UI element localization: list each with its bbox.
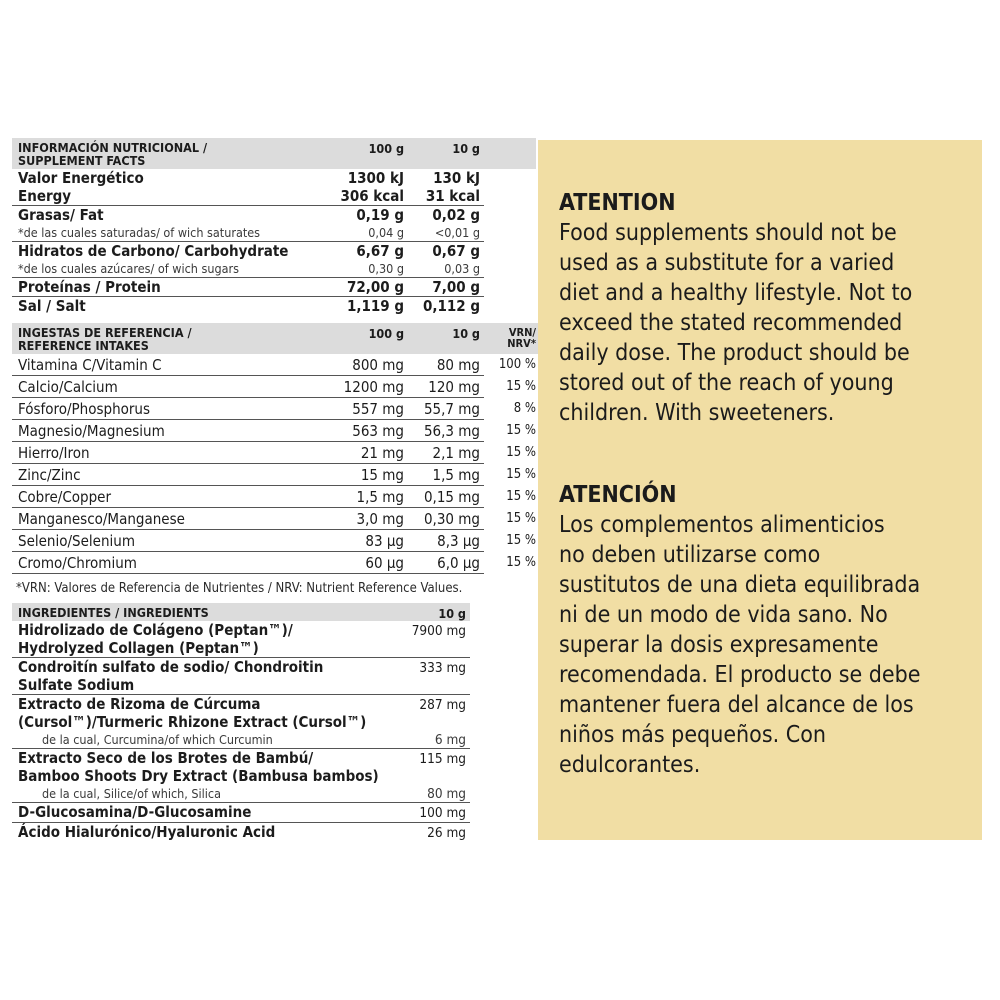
value-10g: 80 mg <box>408 354 484 376</box>
value-100g: 1,5 mg <box>306 486 408 508</box>
ingredient-amount: 26 mg <box>427 825 466 841</box>
ingredient-name <box>12 823 378 843</box>
row-label: Magnesio/Magnesium <box>12 420 306 442</box>
value-100g: 1200 mg <box>306 376 408 398</box>
value-vrn: 15 % <box>506 445 536 460</box>
ingredient-name <box>12 695 378 732</box>
value-vrn: 15 % <box>506 423 536 438</box>
ingredient-line: Condroitín sulfato de sodio/ Chondroitin <box>18 658 324 676</box>
value-10g: 2,1 mg <box>408 442 484 464</box>
ingredient-line: Extracto de Rizoma de Cúrcuma <box>18 695 261 713</box>
row-label: Sal / Salt <box>18 297 86 315</box>
attention-title: ATENCIÓN <box>559 482 677 508</box>
reference-row <box>12 508 540 530</box>
ingredient-amount: 7900 mg <box>378 621 470 658</box>
ingredient-row <box>12 621 470 658</box>
col-vrn <box>484 323 540 354</box>
value-vrn: 15 % <box>506 379 536 394</box>
nutrition-header <box>12 138 306 169</box>
ingredient-row <box>12 658 470 695</box>
ingredients-table <box>12 603 470 842</box>
row-label: Vitamina C/Vitamin C <box>12 354 306 376</box>
value-10g: 55,7 mg <box>408 398 484 420</box>
value-10g: 0,15 mg <box>408 486 484 508</box>
value-vrn: 100 % <box>498 357 536 373</box>
value-vrn: 15 % <box>506 555 536 570</box>
value-100g: 0,19 g <box>356 206 404 224</box>
ingredients-header: INGREDIENTES / INGREDIENTS <box>12 603 378 621</box>
attention-line: Los complementos alimenticios <box>559 512 885 538</box>
value-100g: 60 µg <box>306 552 408 574</box>
reference-header-row <box>12 323 540 354</box>
value-vrn: 15 % <box>506 511 536 526</box>
row-label: Calcio/Calcium <box>12 376 306 398</box>
ingredient-amount: 333 mg <box>378 658 470 695</box>
reference-row <box>12 486 540 508</box>
ingredient-amount: 115 mg <box>419 751 466 767</box>
value-10g: 7,00 g <box>408 278 484 297</box>
attention-spanish <box>559 480 982 780</box>
ingredient-sub-amount: 6 mg <box>378 731 470 749</box>
row-label: Fósforo/Phosphorus <box>12 398 306 420</box>
nutrition-panel <box>12 138 536 842</box>
col-10g: 10 g <box>378 603 470 621</box>
row-label: Cobre/Copper <box>12 486 306 508</box>
attention-line: Food supplements should not be <box>559 220 897 246</box>
attention-line: edulcorantes. <box>559 752 701 778</box>
spacer <box>484 278 536 297</box>
row-label: Hidratos de Carbono/ Carbohydrate <box>18 242 289 260</box>
nutrition-table <box>12 138 536 315</box>
nutrition-row <box>12 187 536 206</box>
value-100g: 306 kcal <box>306 187 408 206</box>
spacer <box>484 242 536 261</box>
ingredient-name <box>12 749 378 786</box>
row-label: Hierro/Iron <box>12 442 306 464</box>
value-10g: 6,0 µg <box>408 552 484 574</box>
col-10g: 10 g <box>408 323 484 354</box>
attention-line: used as a substitute for a varied <box>559 250 895 276</box>
reference-row <box>12 530 540 552</box>
reference-row <box>12 442 540 464</box>
col-100g: 100 g <box>306 323 408 354</box>
nutrition-header-row <box>12 138 536 169</box>
header-spacer <box>484 138 536 169</box>
reference-header-line: REFERENCE INTAKES <box>18 338 149 353</box>
reference-intakes-table <box>12 323 540 574</box>
reference-row <box>12 552 540 574</box>
col-vrn-line: VRN/ <box>508 326 536 339</box>
reference-row <box>12 420 540 442</box>
value-10g: 130 kJ <box>433 169 480 187</box>
value-100g: 563 mg <box>306 420 408 442</box>
nutrition-row <box>12 169 536 187</box>
value-100g: 1300 kJ <box>347 169 404 187</box>
ingredients-header-row <box>12 603 470 621</box>
value-100g: 72,00 g <box>306 278 408 297</box>
row-label: *de las cuales saturadas/ of wich saturates <box>12 224 306 242</box>
ingredient-amount: 287 mg <box>419 697 466 713</box>
col-10g: 10 g <box>408 138 484 169</box>
col-vrn-line: NRV* <box>507 337 536 350</box>
value-vrn: 15 % <box>506 533 536 548</box>
ingredient-subrow <box>12 731 470 749</box>
row-label: Grasas/ Fat <box>18 206 104 224</box>
ingredient-name <box>12 803 378 823</box>
ingredient-row <box>12 695 470 732</box>
nutrition-row <box>12 297 536 316</box>
value-100g: 1,119 g <box>346 297 404 315</box>
row-label: Energy <box>12 187 306 206</box>
attention-line: niños más pequeños. Con <box>559 722 826 748</box>
value-100g: 21 mg <box>306 442 408 464</box>
ingredient-line: Sulfate Sodium <box>18 676 135 694</box>
nutrition-header-line: SUPPLEMENT FACTS <box>18 153 146 168</box>
value-100g: 83 µg <box>306 530 408 552</box>
value-100g: 6,67 g <box>356 242 404 260</box>
spacer <box>484 224 536 242</box>
value-100g: 0,04 g <box>306 224 408 242</box>
attention-line: recomendada. El producto se debe <box>559 662 921 688</box>
nutrition-row <box>12 278 536 297</box>
row-label: Valor Energético <box>18 169 144 187</box>
ingredient-row <box>12 749 470 786</box>
value-100g: 800 mg <box>306 354 408 376</box>
attention-line: ni de un modo de vida sano. No <box>559 602 888 628</box>
ingredient-row <box>12 803 470 823</box>
value-10g: 120 mg <box>408 376 484 398</box>
value-vrn: 8 % <box>513 401 536 416</box>
ingredient-line: Hidrolizado de Colágeno (Peptan™)/ <box>18 621 293 639</box>
ingredient-line: Hydrolyzed Collagen (Peptan™) <box>18 639 259 657</box>
ingredient-sub-label: de la cual, Curcumina/of which Curcumin <box>12 731 378 749</box>
value-10g: 0,112 g <box>422 297 480 315</box>
value-vrn: 15 % <box>506 467 536 482</box>
ingredient-subrow <box>12 785 470 803</box>
row-label: Manganesco/Manganese <box>12 508 306 530</box>
value-10g: 0,67 g <box>432 242 480 260</box>
row-label: Cromo/Chromium <box>12 552 306 574</box>
attention-line: mantener fuera del alcance de los <box>559 692 914 718</box>
ingredient-line: (Cursol™)/Turmeric Rhizone Extract (Cursol™) <box>18 713 367 731</box>
value-100g: 557 mg <box>306 398 408 420</box>
reference-row <box>12 464 540 486</box>
ingredient-sub-amount: 80 mg <box>378 785 470 803</box>
nutrition-header-line: INFORMACIÓN NUTRICIONAL / <box>18 140 208 155</box>
nutrition-subrow <box>12 224 536 242</box>
spacer <box>484 187 536 206</box>
attention-line: no deben utilizarse como <box>559 542 821 568</box>
value-100g: 3,0 mg <box>306 508 408 530</box>
value-vrn: 15 % <box>506 489 536 504</box>
row-label: Zinc/Zinc <box>12 464 306 486</box>
vrn-footnote: *VRN: Valores de Referencia de Nutrientes / NRV: Nutrient Reference Values. <box>16 581 463 596</box>
row-label: Selenio/Selenium <box>12 530 306 552</box>
ingredient-line: Ácido Hialurónico/Hyaluronic Acid <box>18 823 276 841</box>
ingredient-row <box>12 823 470 843</box>
value-100g: 0,30 g <box>306 260 408 278</box>
attention-line: daily dose. The product should be <box>559 340 910 366</box>
reference-row <box>12 354 540 376</box>
attention-line: children. With sweeteners. <box>559 400 835 426</box>
value-10g: 56,3 mg <box>408 420 484 442</box>
reference-row <box>12 376 540 398</box>
spacer <box>484 260 536 278</box>
row-label: *de los cuales azúcares/ of wich sugars <box>12 260 306 278</box>
reference-header <box>12 323 306 354</box>
attention-english <box>559 188 982 428</box>
attention-line: superar la dosis expresamente <box>559 632 879 658</box>
value-10g: 1,5 mg <box>408 464 484 486</box>
value-10g: 8,3 µg <box>408 530 484 552</box>
attention-line: stored out of the reach of young <box>559 370 894 396</box>
spacer <box>484 206 536 225</box>
spacer <box>484 297 536 316</box>
ingredient-amount: 100 mg <box>378 803 470 823</box>
nutrition-row <box>12 242 536 261</box>
attention-line: exceed the stated recommended <box>559 310 903 336</box>
reference-header-line: INGESTAS DE REFERENCIA / <box>18 325 192 340</box>
attention-box <box>538 140 982 840</box>
ingredient-name <box>12 658 378 695</box>
nutrition-row <box>12 206 536 225</box>
attention-line: diet and a healthy lifestyle. Not to <box>559 280 913 306</box>
ingredient-line: Extracto Seco de los Brotes de Bambú/ <box>18 749 314 767</box>
spacer <box>484 169 536 187</box>
value-10g: 0,02 g <box>432 206 480 224</box>
nutrition-subrow <box>12 260 536 278</box>
value-10g: 31 kcal <box>408 187 484 206</box>
ingredient-line: Bamboo Shoots Dry Extract (Bambusa bambos) <box>18 767 379 785</box>
col-100g: 100 g <box>306 138 408 169</box>
attention-title: ATENTION <box>559 190 676 216</box>
attention-line: sustitutos de una dieta equilibrada <box>559 572 921 598</box>
reference-row <box>12 398 540 420</box>
ingredient-sub-label: de la cual, Silice/of which, Silica <box>12 785 378 803</box>
value-10g: 0,03 g <box>408 260 484 278</box>
row-label: Proteínas / Protein <box>12 278 306 297</box>
value-10g: 0,30 mg <box>408 508 484 530</box>
ingredient-name <box>12 621 378 658</box>
value-10g: <0,01 g <box>408 224 484 242</box>
ingredient-line: D-Glucosamina/D-Glucosamine <box>18 803 252 821</box>
value-100g: 15 mg <box>306 464 408 486</box>
